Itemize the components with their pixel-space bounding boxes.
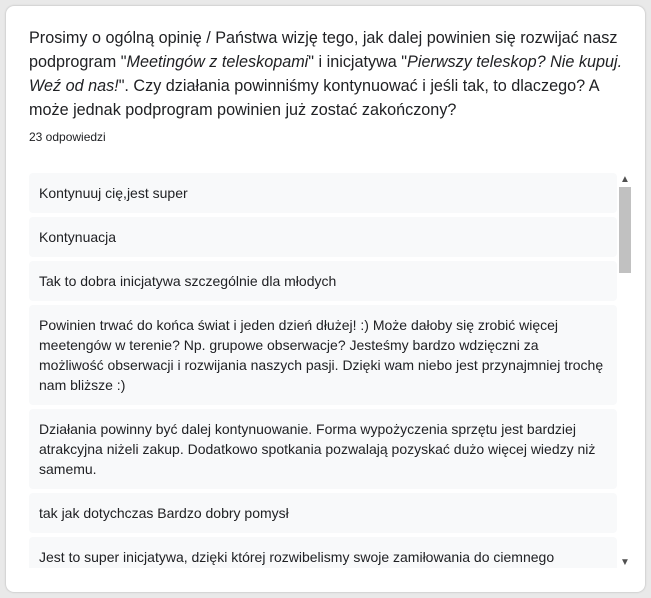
question-part-3: ". Czy działania powinniśmy kontynuować i jeśli tak, to dlaczego? A może jednak podprogram powinien już zostać zakończony? [29,77,599,119]
list-item: Kontynuuj cię,jest super [29,173,617,213]
scroll-down-icon[interactable]: ▼ [620,557,630,568]
scrollbar-thumb[interactable] [619,187,631,273]
list-item: Tak to dobra inicjatywa szczególnie dla młodych [29,261,617,301]
question-part-2: " i inicjatywa " [308,53,408,71]
list-item: Kontynuacja [29,217,617,257]
response-card [6,6,645,592]
question-text [29,26,629,122]
responses-list[interactable] [29,173,617,568]
question-part-1: Prosimy o ogólną opinię / Państwa wizję tego, jak dalej powinien się rozwijać nasz podprogram " [29,29,618,71]
list-item: Powinien trwać do końca świat i jeden dzień dłużej! :) Może dałoby się zrobić więcej meetengów w terenie? Np. grupowe obserwacje? Jesteśmy bardzo wdzięczni za możliwość obserwacji i rozwijania naszych pasji. Dzięki wam niebo jest przynajmniej trochę nam bliższe :) [29,305,617,405]
responses-count: 23 odpowiedzi [29,130,106,144]
question-italic-2: Pierwszy teleskop? Nie kupuj. Weź od nas! [29,53,623,95]
question-italic-1: Meetingów z teleskopami [126,53,309,71]
scroll-up-icon[interactable]: ▲ [620,174,630,185]
responses-scrollbar[interactable] [617,173,633,570]
list-item: Działania powinny być dalej kontynuowanie. Forma wypożyczenia sprzętu jest bardziej atrakcyjna niżeli zakup. Dodatkowo spotkania pozwalają pozyskać dużo więcej wiedzy niż samemu. [29,409,617,489]
list-item: Jest to super inicjatywa, dzięki której rozwibelismy swoje zamiłowania do ciemnego [29,537,617,568]
list-item: tak jak dotychczas Bardzo dobry pomysł [29,493,617,533]
